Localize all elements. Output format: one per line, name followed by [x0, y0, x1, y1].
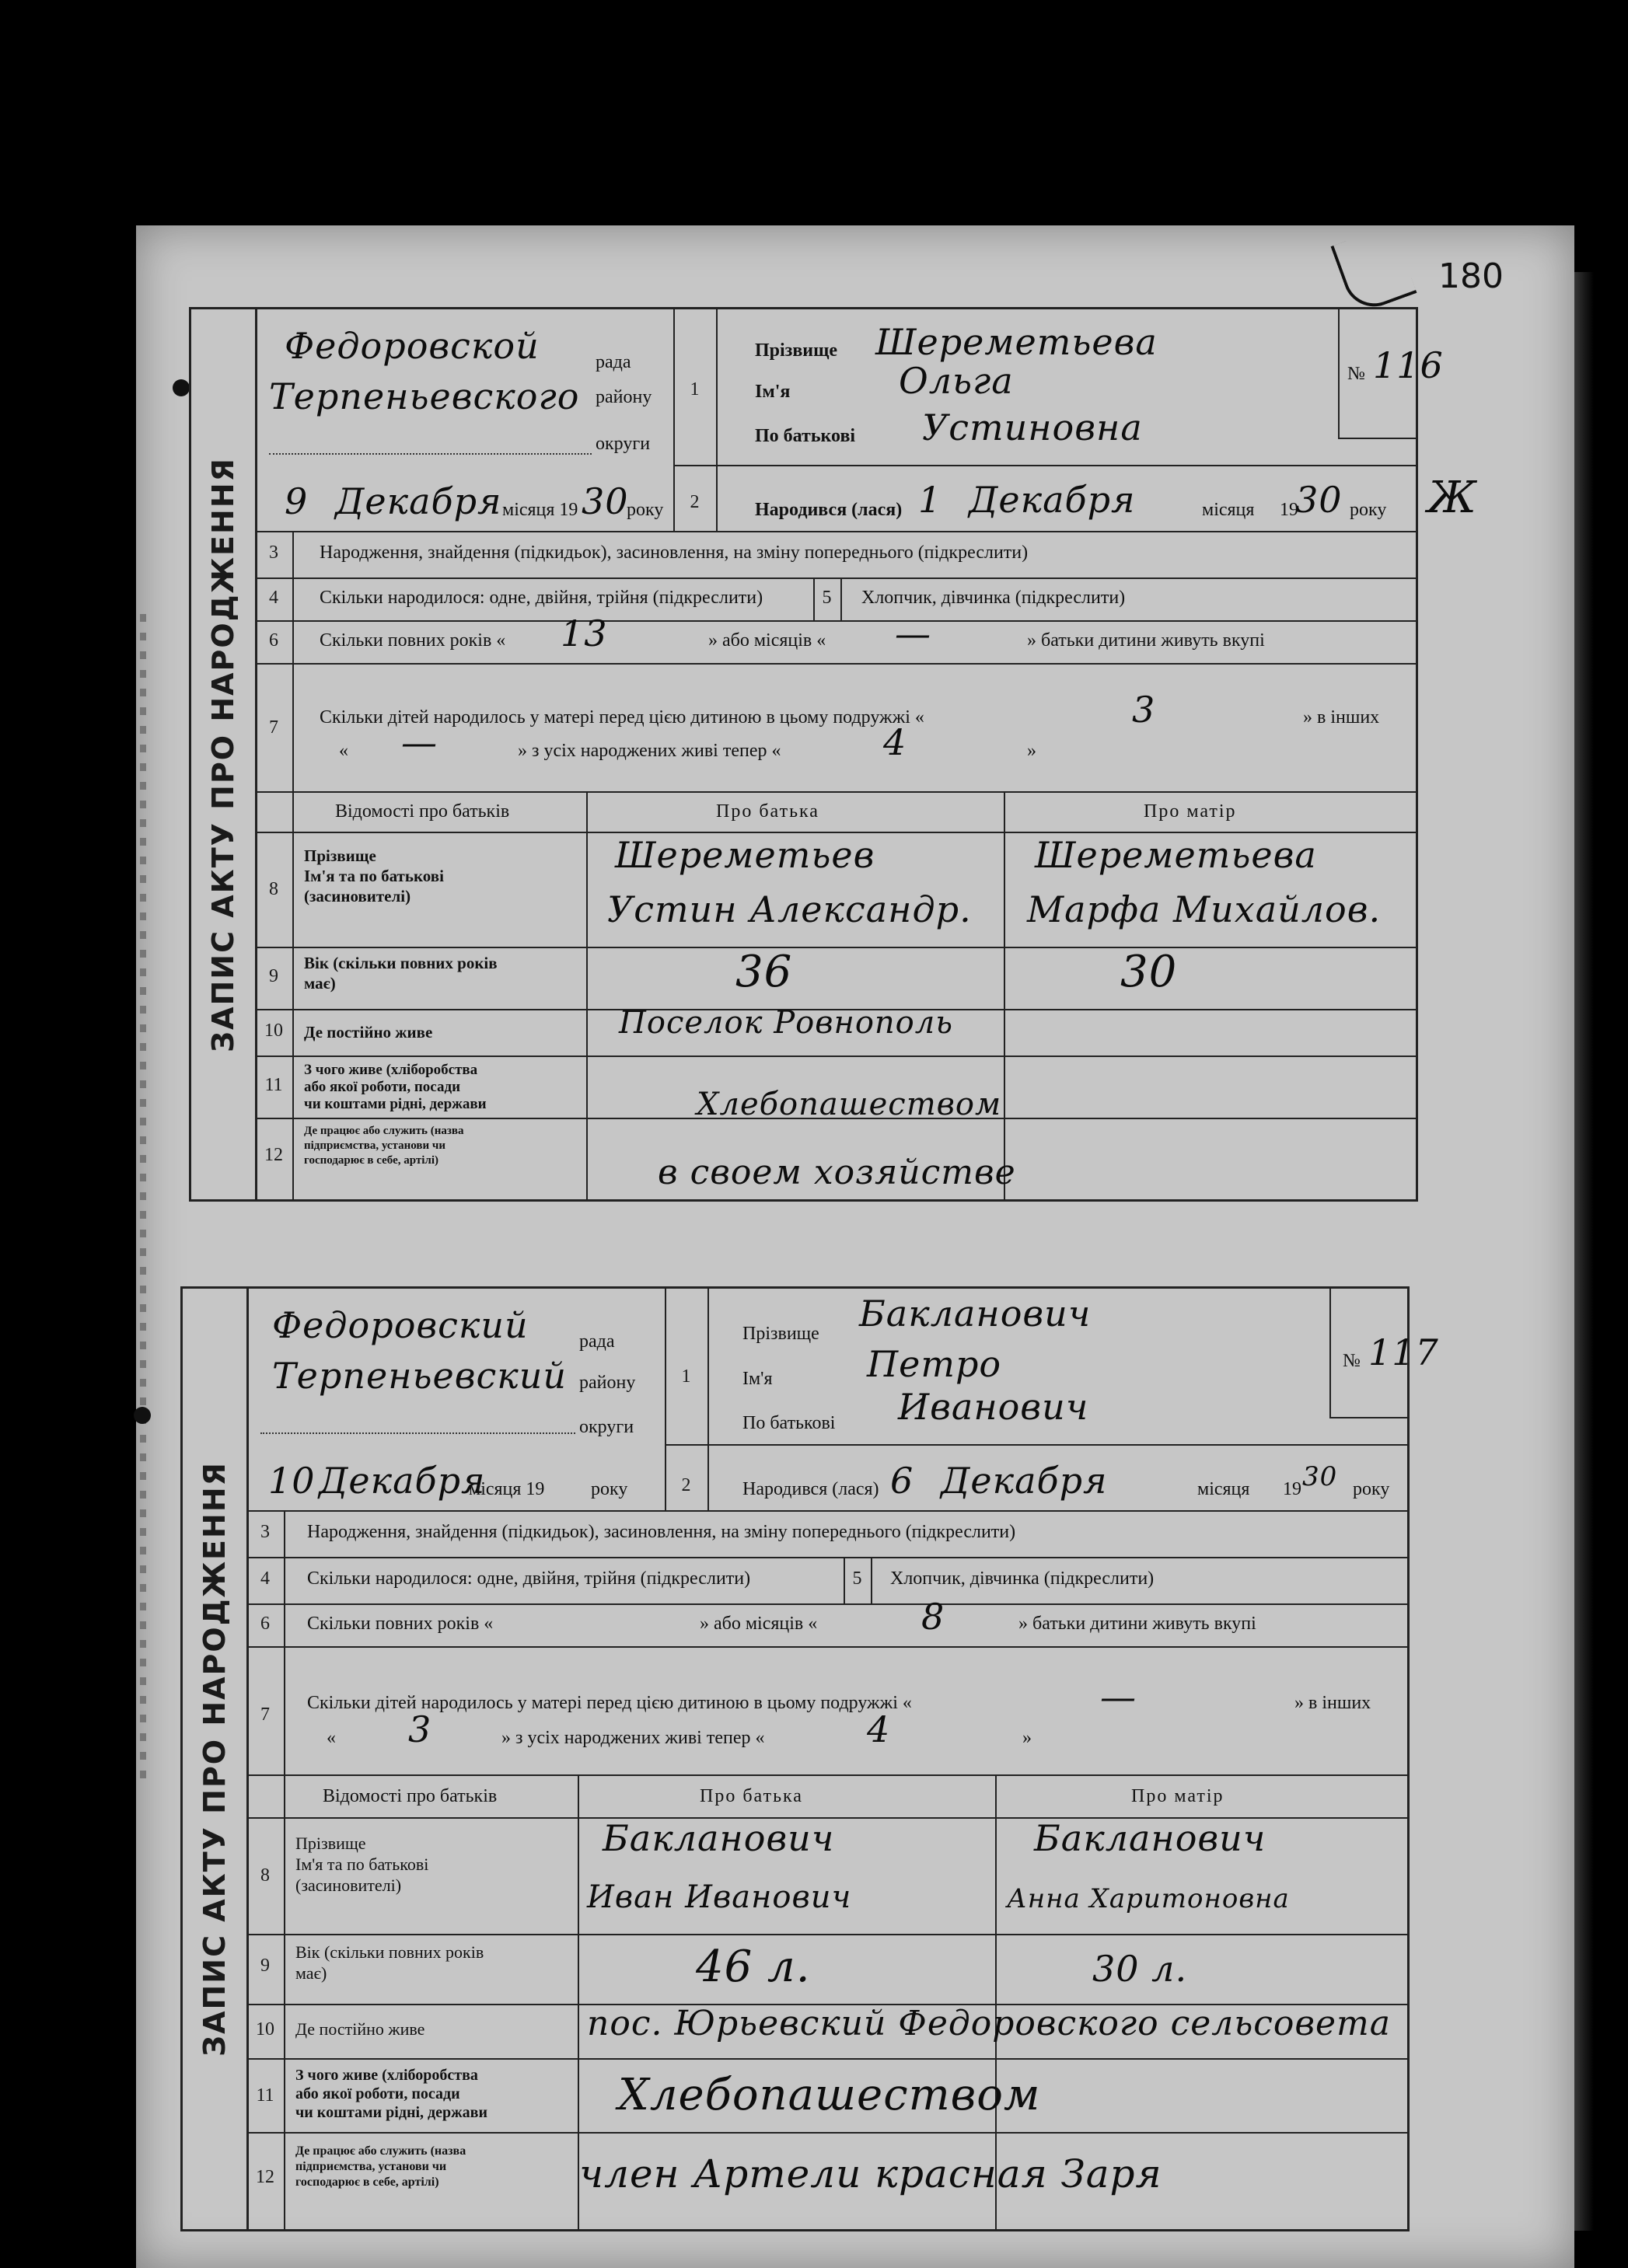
- children-this-marriage: —: [1100, 1676, 1137, 1718]
- raion-value: Терпеньевский: [272, 1355, 568, 1397]
- reg-day: 10: [268, 1460, 316, 1502]
- child-surname: Шереметьева: [875, 321, 1158, 363]
- row3-label: Народження, знайдення (підкидьок), засиновлення, на зміну попереднього (підкреслити): [307, 1522, 1016, 1542]
- mother-surname: Шереметьева: [1035, 834, 1317, 876]
- father-name: Иван Иванович: [587, 1879, 852, 1915]
- father-surname: Шереметьев: [615, 834, 875, 876]
- child-patronymic: Устиновна: [922, 406, 1143, 448]
- margin-mark: Ж: [1427, 473, 1477, 523]
- years-together: 13: [561, 612, 608, 654]
- birth-record-2: ЗАПИС АКТУ ПРО НАРОДЖЕННЯ № 117 Федоровский рада Терпеньевский району округи 10 Декабря місяця 19 року 1 2 Прізвище Бакланович Ім'я Петро По батькові Иванович Народився (лася) 6 Декабря місяця 19 30 року 3 Народження, знайдення (підкидьок), засиновлення, на зміну попереднього (підкреслити) 4 Скільки народилося: одне, двійня, трійня (підкреслити) 5 Хлопчик, дівчинка (підкреслити) 6 Скільки повних років « » або місяців « 8 » батьки дитини живуть вкупі 7 Скільки дітей народилось у матері перед цією дитиною в цьому подружжі « — » в інших « 3 » з усіх народжених живі тепер « 4 » Відомості про батьків Про батька Про матір 8 Прізвище Ім'я та по батькові (засиновителі) Бакланович Иван Иванович Бакланович Анна Харитоновна 9 Вік (скільки повних років має) 46 л. 30 л. 10 Де постійно живе пос. Юрьевский Федоровского сельсовета 11 З чого живе (хліборобства або якої роботи, посади чи коштами рідні, держави Хлебопашеством 12 Де працює або служить (назва підприємства, установи чи господарює в себе, артілі) член Артели красная Заря: [180, 1286, 1410, 2231]
- children-other: —: [401, 721, 438, 763]
- livelihood: Хлебопашеством: [618, 2070, 1041, 2120]
- months-together: 8: [921, 1596, 945, 1638]
- rada-value: Федоровский: [272, 1304, 529, 1346]
- father-name: Устин Александр.: [607, 888, 972, 930]
- children-this-marriage: 3: [1132, 689, 1156, 731]
- row3-label: Народження, знайдення (підкидьок), засиновлення, на зміну попереднього (підкреслити): [320, 543, 1029, 563]
- vertical-title: ЗАПИС АКТУ ПРО НАРОДЖЕННЯ: [183, 1289, 249, 2229]
- row5-label: Хлопчик, дівчинка (підкреслити): [890, 1568, 1155, 1589]
- reg-day: 9: [285, 480, 309, 522]
- record-number: 117: [1368, 1331, 1439, 1373]
- folio-number: 180: [1438, 256, 1504, 296]
- birth-year: 30: [1295, 479, 1343, 521]
- birth-day: 1: [918, 479, 942, 521]
- children-other: 3: [408, 1708, 432, 1750]
- reg-month: Декабря: [319, 1460, 486, 1502]
- workplace: в своем хозяйстве: [658, 1153, 1016, 1192]
- mother-surname: Бакланович: [1034, 1817, 1266, 1859]
- residence: пос. Юрьевский Федоровского сельсовета: [587, 2004, 1392, 2043]
- months-together: —: [895, 612, 931, 654]
- child-surname: Бакланович: [859, 1293, 1092, 1335]
- birth-record-1: ЗАПИС АКТУ ПРО НАРОДЖЕННЯ № 116 Федоровской рада Терпеньевского району округи 9 Декабря місяця 19 30 року 1 2 Прізвище Шереметьева Ім'я Ольга По батькові Устиновна Народився (лася) 1 Декабря місяця 19 30 року Ж 3 Народження, знайдення (підкидьок), засиновлення, на зміну попереднього (підкреслити) 4 Скільки народилося: одне, двійня, трійня (підкреслити) 5 Хлопчик, дівчинка (підкреслити) 6 Скільки повних років « 13 » або місяців « — » батьки дитини живуть вкупі 7 Скільки дітей народилось у матері перед цією дитиною в цьому подружжі « 3 » в інших « — » з усіх народжених живі тепер « 4 » Відомості про батьків Про батька Про матір 8 Прізвище Ім'я та по батькові (засиновителі) Шереметьев Устин Александр. Шереметьева Марфа Михайлов. 9 Вік (скільки повних років має) 36 30 10 Де постійно живе Поселок Ровнополь 11 З чого живе (хліборобства або якої роботи, посади чи коштами рідні, держави Хлебопашеством 12 Де працює або служить (назва підприємства, установи чи господарює в себе, артілі) в своем хозяйстве: [189, 307, 1418, 1202]
- mother-age: 30: [1120, 947, 1178, 997]
- mother-name: Анна Харитоновна: [1007, 1883, 1290, 1914]
- row4-label: Скільки народилося: одне, двійня, трійня (підкреслити): [320, 588, 763, 608]
- mother-age: 30 л.: [1092, 1948, 1188, 1990]
- record-number: 116: [1373, 344, 1444, 386]
- binding-hole: [134, 1407, 151, 1424]
- row4-label: Скільки народилося: одне, двійня, трійня (підкреслити): [307, 1568, 751, 1589]
- workplace: член Артели красная Заря: [579, 2151, 1162, 2196]
- raion-value: Терпеньевского: [269, 375, 580, 417]
- father-age: 36: [735, 947, 793, 997]
- birth-day: 6: [890, 1460, 914, 1502]
- child-name: Петро: [867, 1343, 1002, 1385]
- row5-label: Хлопчик, дівчинка (підкреслити): [861, 588, 1126, 608]
- reg-year: 30: [582, 480, 629, 522]
- birth-month: Декабря: [941, 1460, 1108, 1502]
- father-age: 46 л.: [696, 1942, 811, 1992]
- children-alive: 4: [867, 1708, 891, 1750]
- perforation: [140, 614, 146, 1780]
- father-residence: Поселок Ровнополь: [619, 1005, 953, 1041]
- father-surname: Бакланович: [603, 1817, 835, 1859]
- child-name: Ольга: [899, 360, 1014, 402]
- reg-month: Декабря: [335, 480, 502, 522]
- mother-name: Марфа Михайлов.: [1027, 888, 1382, 930]
- rada-value: Федоровской: [285, 325, 540, 367]
- child-patronymic: Иванович: [898, 1386, 1089, 1428]
- birth-year: 30: [1302, 1461, 1338, 1492]
- birth-month: Декабря: [969, 479, 1136, 521]
- children-alive: 4: [883, 721, 907, 763]
- livelihood: Хлебопашеством: [697, 1087, 1002, 1122]
- binding-hole: [173, 379, 190, 396]
- vertical-title: ЗАПИС АКТУ ПРО НАРОДЖЕННЯ: [191, 309, 257, 1199]
